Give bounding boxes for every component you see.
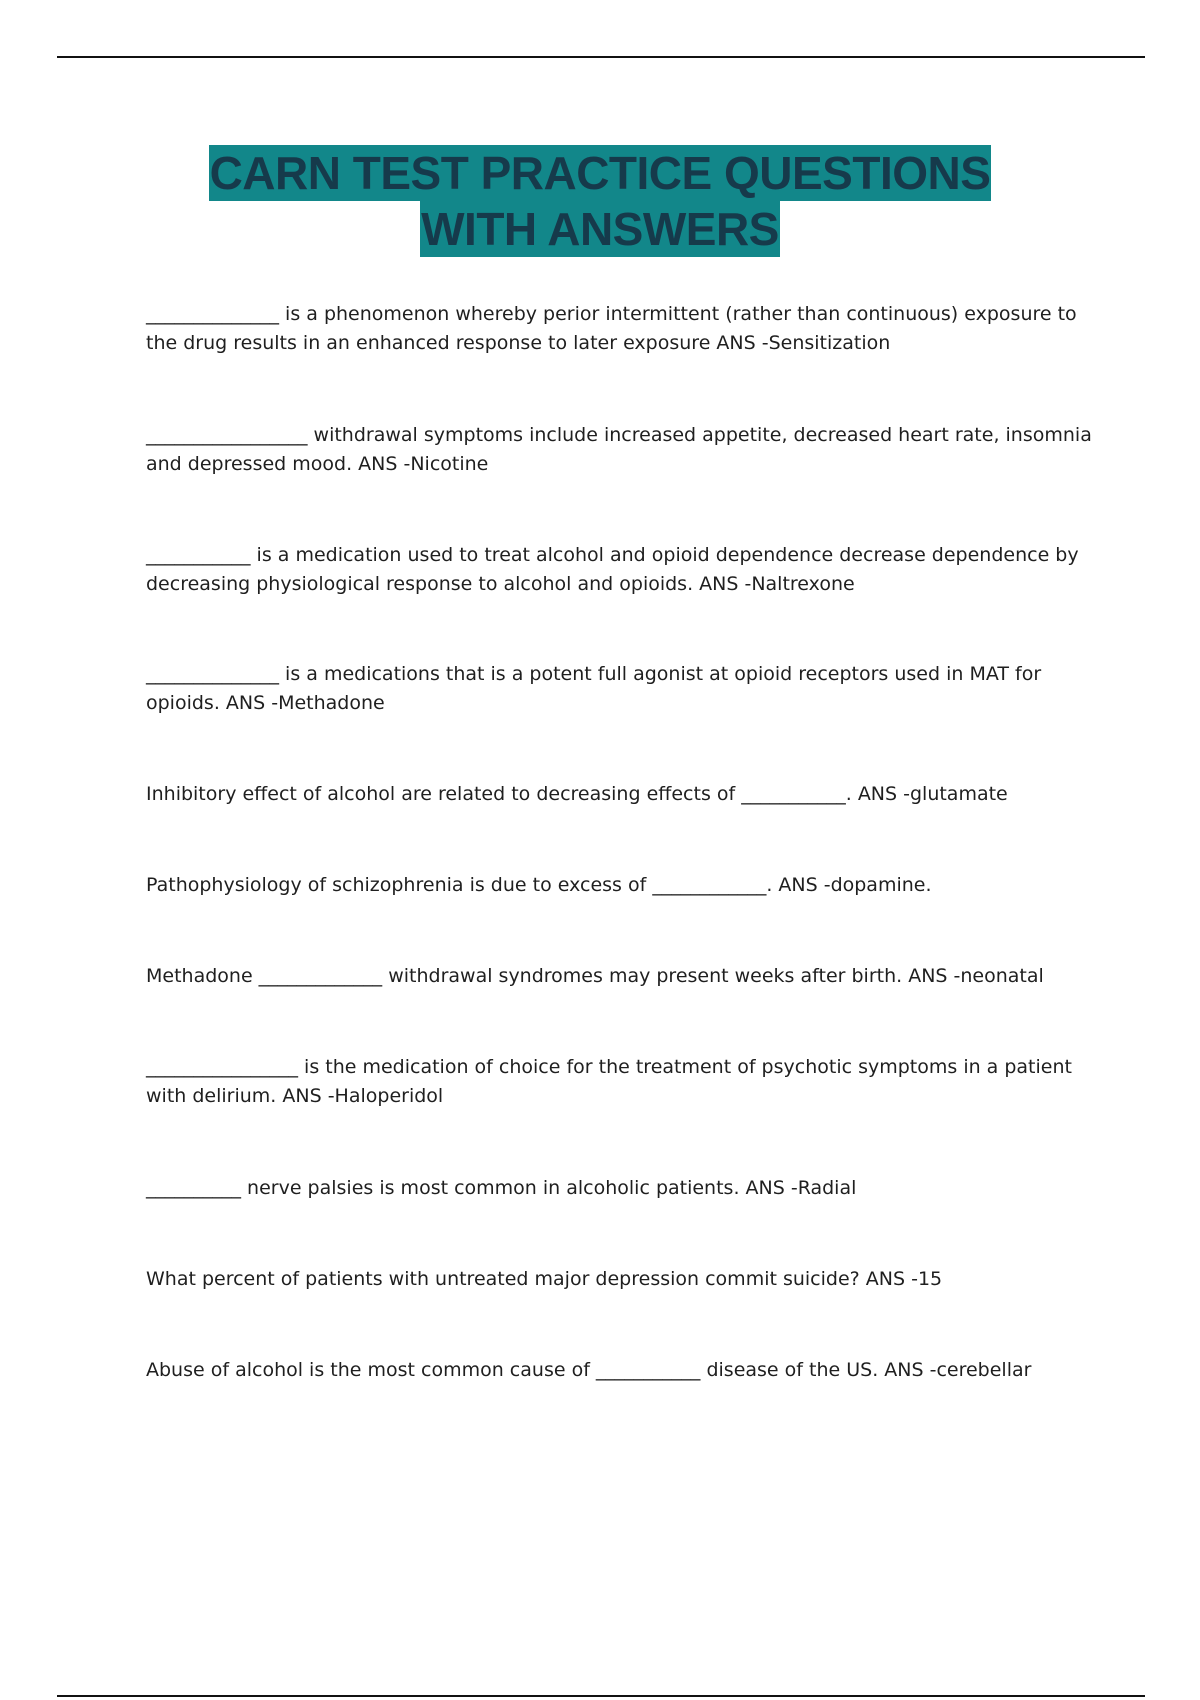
question-item: Pathophysiology of schizophrenia is due to excess of ____________. ANS -dopamine. [146, 874, 932, 896]
title-line-1: CARN TEST PRACTICE QUESTIONS [209, 147, 991, 199]
question-item: ________________ is the medication of choice for the treatment of psychotic symptoms in a patient with delirium. ANS -Haloperidol [146, 1056, 1072, 1107]
question-item: __________ nerve palsies is most common in alcoholic patients. ANS -Radial [146, 1177, 857, 1199]
question-item: _________________ withdrawal symptoms include increased appetite, decreased heart rate, insomnia and depressed mood. ANS -Nicotine [146, 424, 1092, 475]
question-item: What percent of patients with untreated major depression commit suicide? ANS -15 [146, 1268, 943, 1290]
question-item: Inhibitory effect of alcohol are related to decreasing effects of ___________. ANS -glutamate [146, 783, 1008, 805]
top-divider [57, 56, 1145, 58]
question-item: ______________ is a phenomenon whereby perior intermittent (rather than continuous) exposure to the drug results in an enhanced response to later exposure ANS -Sensitization [146, 303, 1077, 354]
question-item: Abuse of alcohol is the most common cause of ___________ disease of the US. ANS -cerebellar [146, 1359, 1032, 1381]
bottom-divider [57, 1695, 1145, 1697]
page-title [0, 145, 1200, 257]
question-item: ______________ is a medications that is a potent full agonist at opioid receptors used in MAT for opioids. ANS -Methadone [146, 663, 1042, 714]
question-item: Methadone _____________ withdrawal syndromes may present weeks after birth. ANS -neonatal [146, 965, 1044, 987]
question-item: ___________ is a medication used to treat alcohol and opioid dependence decrease dependence by decreasing physiological response to alcohol and opioids. ANS -Naltrexone [146, 544, 1079, 595]
title-line-2: WITH ANSWERS [421, 203, 779, 255]
